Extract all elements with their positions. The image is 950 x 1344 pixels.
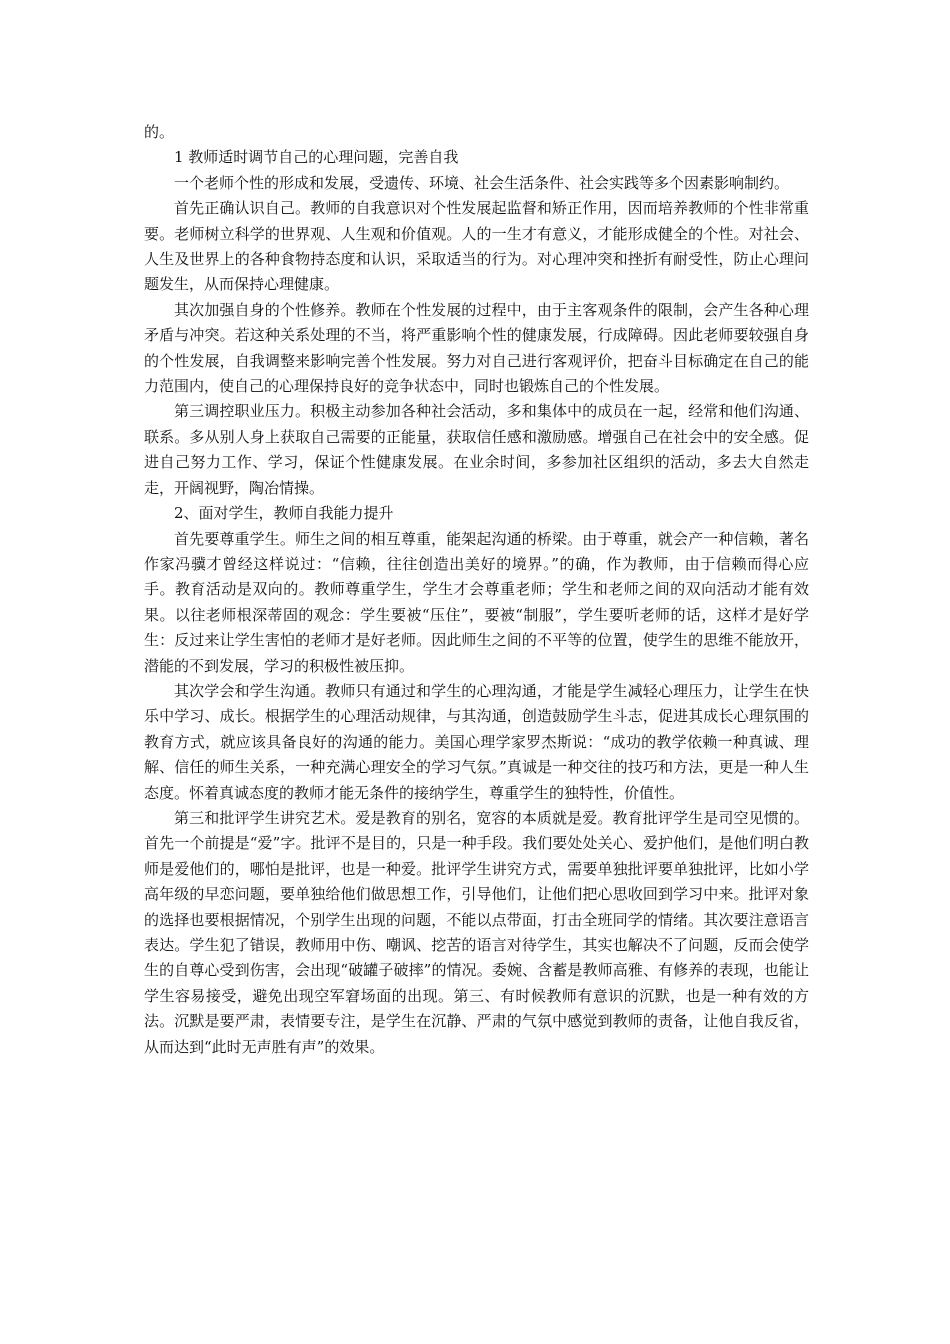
section-heading-2: 2、面对学生，教师自我能力提升: [174, 504, 394, 523]
paragraph: 其次学会和学生沟通。教师只有通过和学生的心理沟通，才能是学生减轻心理压力，让学生在快乐中学习、成长。根据学生的心理活动规律，与其沟通，创造鼓励学生斗志，促进其成长心理氛围的教育方式，就应该具备良好的沟通的能力。美国心理学家罗杰斯说：“成功的教学依赖一种真诚、理解、信任的师生关系，一种充满心理安全的学习气氛。”真诚是一种交往的技巧和方法，更是一种人生态度。怀着真诚态度的教师才能无条件的接纳学生，尊重学生的独特性，价值性。: [144, 681, 809, 802]
paragraph: 首先要尊重学生。师生之间的相互尊重，能架起沟通的桥梁。由于尊重，就会产一种信赖，著名作家冯骥才曾经这样说过：“信赖，往往创造出美好的境界。”的确，作为教师，由于信赖而得心应手。教育活动是双向的。教师尊重学生，学生才会尊重老师；学生和老师之间的双向活动才能有效果。以往老师根深蒂固的观念：学生要被“压住”，要被“制服”，学生要听老师的话，这样才是好学生：反过来让学生害怕的老师才是好老师。因此师生之间的不平等的位置，使学生的思维不能放开，潜能的不到发展，学习的积极性被压抑。: [144, 529, 809, 675]
paragraph: 第三和批评学生讲究艺术。爱是教育的别名，宽容的本质就是爱。教育批评学生是司空见惯的。首先一个前提是“爱”字。批评不是目的，只是一种手段。我们要处处关心、爱护他们，是他们明白教师是爱他们的，哪怕是批评，也是一种爱。批评学生讲究方式，需要单独批评要单独批评，比如小学高年级的早恋问题，要单独给他们做思想工作，引导他们，让他们把心思收回到学习中来。批评对象的选择也要根据情况，个别学生出现的问题，不能以点带面，打击全班同学的情绪。其次要注意语言表达。学生犯了错误，教师用中伤、嘲讽、挖苦的语言对待学生，其实也解决不了问题，反而会使学生的自尊心受到伤害，会出现“破罐子破摔”的情况。委婉、含蓄是教师高雅、有修养的表现，也能让学生容易接受，避免出现空军窘场面的出现。第三、有时候教师有意识的沉默，也是一种有效的方法。沉默是要严肃，表情要专注，是学生在沉静、严肃的气氛中感觉到教师的责备，让他自我反省，从而达到“此时无声胜有声”的效果。: [144, 808, 809, 1056]
section-heading-1: 1 教师适时调节自己的心理问题，完善自我: [174, 148, 459, 167]
paragraph: 其次加强自身的个性修养。教师在个性发展的过程中，由于主客观条件的限制，会产生各种心理矛盾与冲突。若这种关系处理的不当，将严重影响个性的健康发展，行成障碍。因此老师要较强自身的个性发展，自我调整来影响完善个性发展。努力对自己进行客观评价，把奋斗目标确定在自己的能力范围内，使自己的心理保持良好的竞争状态中，同时也锻炼自己的个性发展。: [144, 300, 809, 396]
document-body: [144, 120, 809, 1060]
paragraph-continuation: 的。: [144, 123, 175, 141]
paragraph: 首先正确认识自己。教师的自我意识对个性发展起监督和矫正作用，因而培养教师的个性非常重要。老师树立科学的世界观、人生观和价值观。人的一生才有意义，才能形成健全的个性。对社会、人生及世界上的各种食物持态度和认识，采取适当的行为。对心理冲突和挫折有耐受性，防止心理问题发生，从而保持心理健康。: [144, 199, 809, 294]
paragraph: 一个老师个性的形成和发展，受遗传、环境、社会生活条件、社会实践等多个因素影响制约。: [174, 173, 790, 192]
paragraph: 第三调控职业压力。积极主动参加各种社会活动，多和集体中的成员在一起，经常和他们沟通、联系。多从别人身上获取自己需要的正能量，获取信任感和激励感。增强自己在社会中的安全感。促进自己努力工作、学习，保证个性健康发展。在业余时间，多参加社区组织的活动，多去大自然走走，开阔视野，陶冶情操。: [144, 402, 809, 497]
